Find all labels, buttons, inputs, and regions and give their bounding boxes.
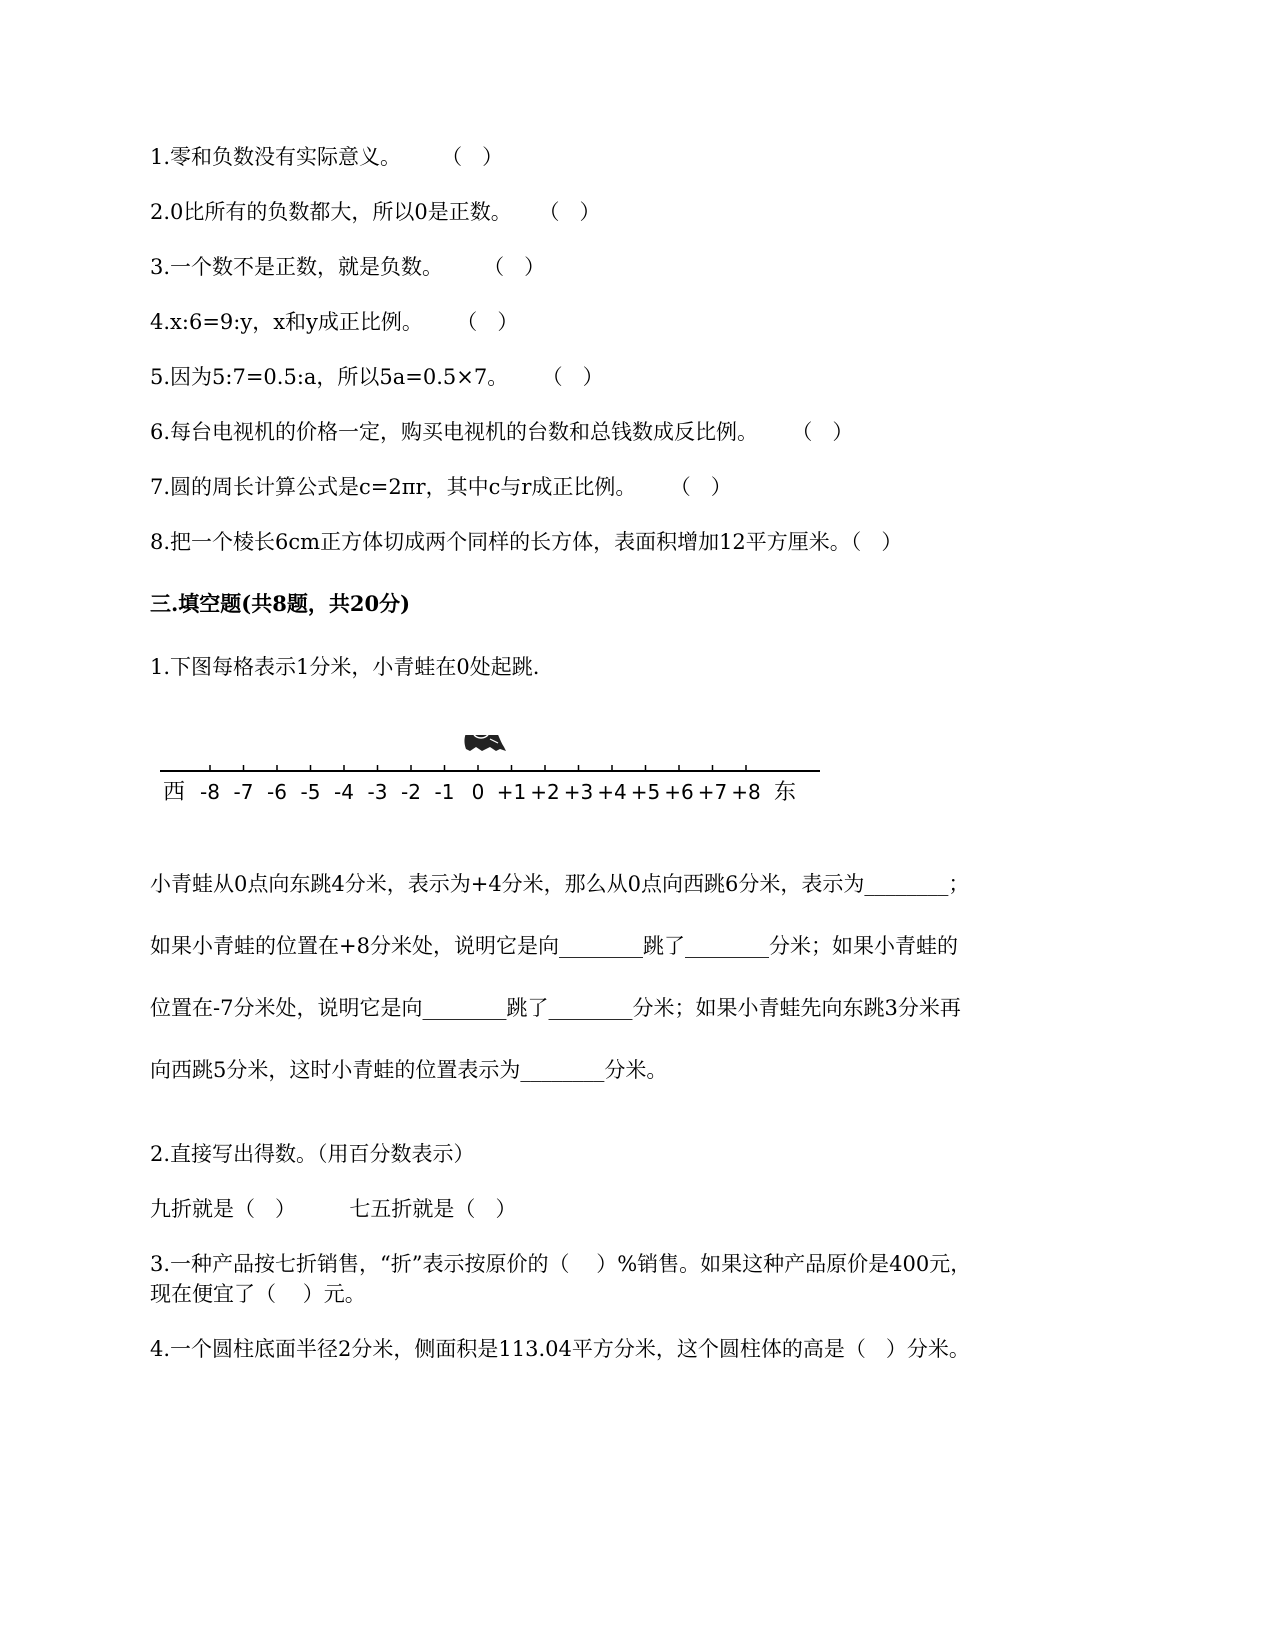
east-label: 东 xyxy=(773,780,797,805)
frog-icon xyxy=(464,735,506,751)
tf-item-7: 7.圆的周长计算公式是c=2πr，其中c与r成正比例。 （ ） xyxy=(150,475,732,499)
west-label: 西 xyxy=(162,780,186,805)
tick-label: +8 xyxy=(731,780,761,804)
tick-label: -3 xyxy=(367,780,388,804)
tick-label: +3 xyxy=(563,780,594,804)
tick-label: -6 xyxy=(267,780,287,804)
q2-title: 2.直接写出得数。（用百分数表示） xyxy=(150,1142,475,1166)
tick-label: -4 xyxy=(334,780,354,804)
tick-label: +4 xyxy=(597,780,627,804)
tf-item-6: 6.每台电视机的价格一定，购买电视机的台数和总钱数成反比例。 （ ） xyxy=(150,420,854,444)
tf-item-4: 4.x:6=9:y，x和y成正比例。 （ ） xyxy=(150,310,519,334)
tf-item-3: 3.一个数不是正数，就是负数。 （ ） xyxy=(150,255,546,279)
q1-line-4: 向西跳5分米，这时小青蛙的位置表示为________分米。 xyxy=(150,1058,668,1082)
tick-label: +5 xyxy=(630,780,661,804)
tick-label: +6 xyxy=(664,780,694,804)
tf-item-1: 1.零和负数没有实际意义。 （ ） xyxy=(150,145,504,169)
tick-label: +2 xyxy=(530,780,560,804)
q1-intro: 1.下图每格表示1分米，小青蛙在0处起跳. xyxy=(150,655,540,679)
q3-line-2: 现在便宜了（ ）元。 xyxy=(150,1282,366,1306)
number-line-figure xyxy=(160,735,840,845)
tf-item-8: 8.把一个棱长6cm正方体切成两个同样的长方体，表面积增加12平方厘米。（ ） xyxy=(150,530,903,554)
tick-label: -7 xyxy=(233,780,254,804)
tick-label: -5 xyxy=(300,780,321,804)
q1-line-3: 位置在-7分米处，说明它是向________跳了________分米；如果小青蛙先向东跳3分米再 xyxy=(150,996,961,1020)
q4-line: 4.一个圆柱底面半径2分米，侧面积是113.04平方分米，这个圆柱体的高是（ ）分米。 xyxy=(150,1337,970,1361)
tick-label: -8 xyxy=(200,780,220,804)
tick-label: +7 xyxy=(697,780,728,804)
q2-line: 九折就是（ ） 七五折就是（ ） xyxy=(150,1197,517,1221)
section-heading: 三.填空题(共8题，共20分) xyxy=(150,591,411,616)
tf-item-2: 2.0比所有的负数都大，所以0是正数。 （ ） xyxy=(150,200,601,224)
number-line xyxy=(160,735,840,845)
q1-line-2: 如果小青蛙的位置在+8分米处，说明它是向________跳了________分米；如果小青蛙的 xyxy=(150,934,958,958)
q3-line-1: 3.一种产品按七折销售，“折”表示按原价的（ ）%销售。如果这种产品原价是400元， xyxy=(150,1252,972,1276)
q1-line-1: 小青蛙从0点向东跳4分米，表示为+4分米，那么从0点向西跳6分米，表示为________； xyxy=(150,872,970,896)
tf-item-5: 5.因为5:7=0.5:a，所以5a=0.5×7。 （ ） xyxy=(150,365,604,389)
tick-label: -1 xyxy=(434,780,455,804)
tick-label: +1 xyxy=(496,780,527,804)
tick-label: 0 xyxy=(471,780,485,804)
tick-label: -2 xyxy=(401,780,421,804)
